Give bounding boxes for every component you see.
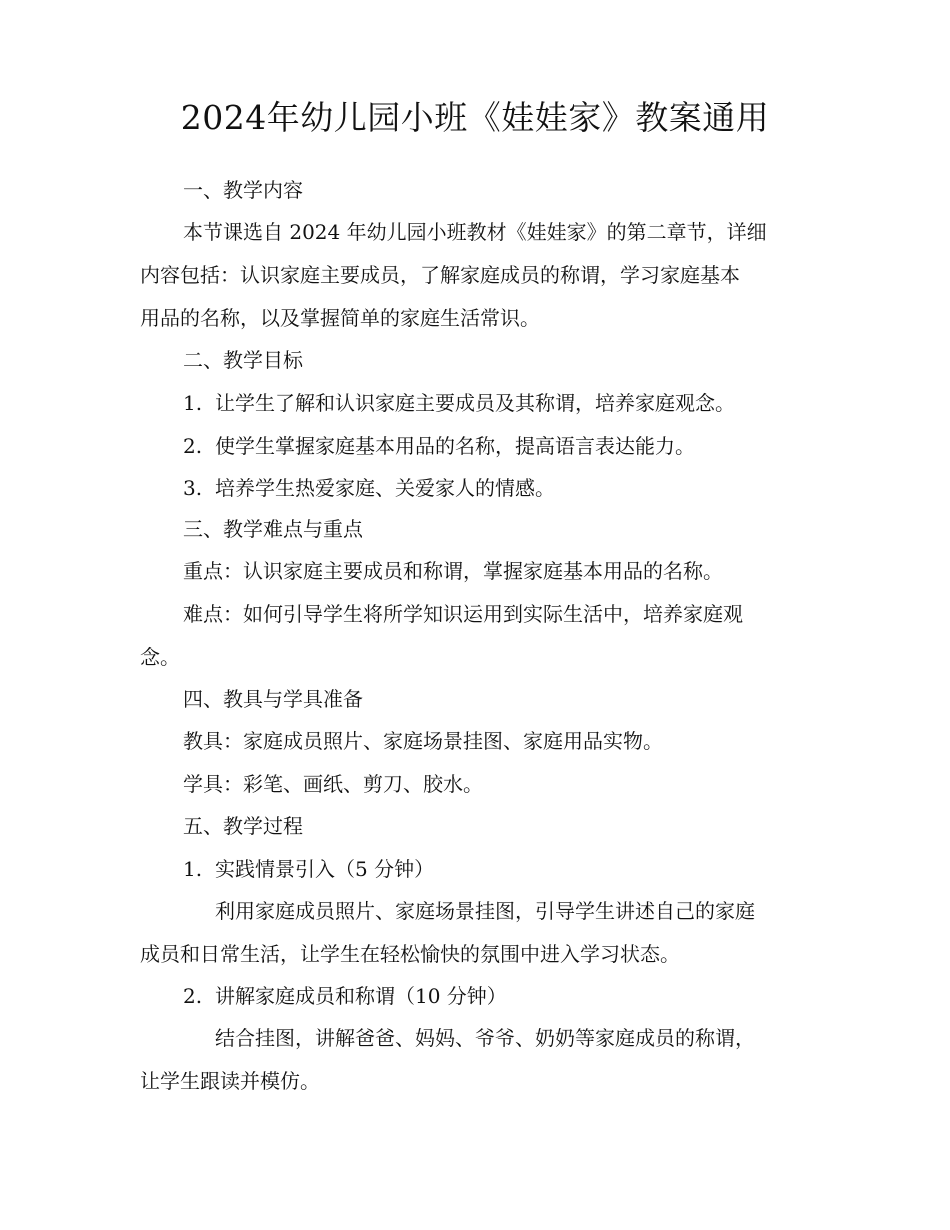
list-number: 1. bbox=[183, 391, 203, 415]
paragraph-line: 重点：认识家庭主要成员和称谓，掌握家庭基本用品的名称。 bbox=[183, 559, 723, 583]
paragraph-line: 利用家庭成员照片、家庭场景挂图，引导学生讲述自己的家庭 bbox=[215, 899, 755, 923]
section-heading-process: 五、教学过程 bbox=[183, 814, 303, 838]
document-title: 2024年幼儿园小班《娃娃家》教案通用 bbox=[180, 98, 770, 137]
section-heading-materials: 四、教具与学具准备 bbox=[183, 687, 363, 711]
section-heading-key-points: 三、教学难点与重点 bbox=[183, 517, 363, 541]
paragraph-line: 结合挂图，讲解爸爸、妈妈、爷爷、奶奶等家庭成员的称谓， bbox=[215, 1026, 755, 1050]
list-number: 2. bbox=[183, 984, 203, 1008]
list-number: 2. bbox=[183, 434, 203, 458]
section-heading-goals: 二、教学目标 bbox=[183, 348, 303, 372]
list-item bbox=[183, 856, 434, 882]
list-item-text: 使学生掌握家庭基本用品的名称，提高语言表达能力。 bbox=[215, 434, 695, 458]
list-item-text: 让学生了解和认识家庭主要成员及其称谓，培养家庭观念。 bbox=[215, 391, 735, 415]
paragraph-line: 用品的名称，以及掌握简单的家庭生活常识。 bbox=[140, 306, 540, 330]
paragraph-line: 内容包括：认识家庭主要成员，了解家庭成员的称谓，学习家庭基本 bbox=[140, 263, 740, 287]
list-item bbox=[183, 390, 735, 416]
list-item-text: 讲解家庭成员和称谓（10 分钟） bbox=[215, 984, 507, 1008]
list-item bbox=[183, 433, 695, 459]
paragraph-line: 让学生跟读并模仿。 bbox=[140, 1069, 320, 1093]
list-item-text: 实践情景引入（5 分钟） bbox=[215, 857, 435, 881]
section-heading-content: 一、教学内容 bbox=[183, 178, 303, 202]
list-item bbox=[183, 475, 555, 501]
list-item bbox=[183, 983, 507, 1009]
list-number: 1. bbox=[183, 857, 203, 881]
paragraph-line: 念。 bbox=[140, 645, 180, 669]
paragraph-line: 难点：如何引导学生将所学知识运用到实际生活中，培养家庭观 bbox=[183, 602, 743, 626]
paragraph-line: 成员和日常生活，让学生在轻松愉快的氛围中进入学习状态。 bbox=[140, 942, 680, 966]
list-number: 3. bbox=[183, 476, 203, 500]
paragraph-line: 教具：家庭成员照片、家庭场景挂图、家庭用品实物。 bbox=[183, 729, 663, 753]
list-item-text: 培养学生热爱家庭、关爱家人的情感。 bbox=[215, 476, 555, 500]
paragraph-line: 学具：彩笔、画纸、剪刀、胶水。 bbox=[183, 772, 483, 796]
paragraph-line: 本节课选自 2024 年幼儿园小班教材《娃娃家》的第二章节，详细 bbox=[183, 220, 767, 244]
